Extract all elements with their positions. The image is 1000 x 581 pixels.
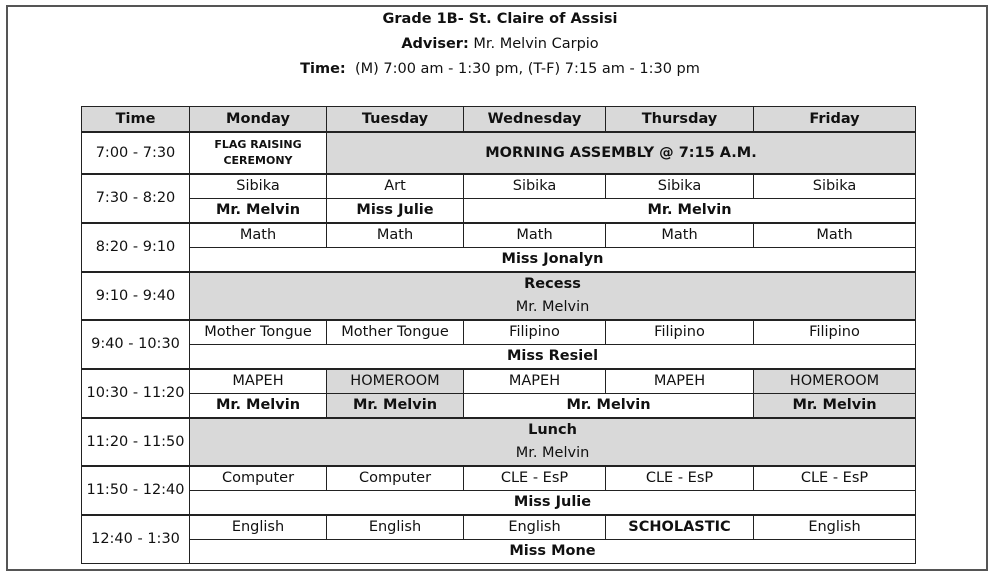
- col-header-tuesday: Tuesday: [327, 107, 464, 133]
- teacher-cell: Mr. Melvin: [464, 199, 916, 224]
- teacher-cell: Mr. Melvin: [190, 199, 327, 224]
- time-cell: 9:40 - 10:30: [82, 320, 190, 369]
- recess-cell: Recess: [190, 272, 916, 296]
- table-row: [82, 369, 916, 394]
- table-row: [82, 174, 916, 199]
- adviser-name: Mr. Melvin Carpio: [473, 36, 599, 52]
- teacher-cell: Miss Resiel: [190, 345, 916, 370]
- subject-cell: Sibika: [464, 174, 606, 199]
- col-header-friday: Friday: [754, 107, 916, 133]
- homeroom-cell: HOMEROOM: [754, 369, 916, 394]
- morning-assembly-cell: MORNING ASSEMBLY @ 7:15 A.M.: [327, 132, 916, 174]
- subject-cell: Mother Tongue: [190, 320, 327, 345]
- subject-cell: Math: [327, 223, 464, 248]
- subject-cell: Computer: [327, 466, 464, 491]
- col-header-thursday: Thursday: [606, 107, 754, 133]
- subject-cell: Filipino: [606, 320, 754, 345]
- table-row: [82, 442, 916, 466]
- teacher-cell: Miss Mone: [190, 540, 916, 564]
- subject-cell: MAPEH: [464, 369, 606, 394]
- subject-cell: Math: [754, 223, 916, 248]
- homeroom-cell: HOMEROOM: [327, 369, 464, 394]
- subject-cell: Computer: [190, 466, 327, 491]
- time-line: [0, 61, 1000, 77]
- adviser-label: Adviser:: [401, 36, 469, 52]
- subject-cell: Filipino: [464, 320, 606, 345]
- table-row: [82, 272, 916, 296]
- table-row: [82, 491, 916, 516]
- table-row: [82, 248, 916, 273]
- time-cell: 8:20 - 9:10: [82, 223, 190, 272]
- table-row: [82, 345, 916, 370]
- time-cell: 7:00 - 7:30: [82, 132, 190, 174]
- time-label: Time:: [300, 61, 346, 77]
- time-value: (M) 7:00 am - 1:30 pm, (T-F) 7:15 am - 1:30 pm: [354, 61, 700, 77]
- table-header-row: [82, 107, 916, 133]
- teacher-cell: Mr. Melvin: [190, 394, 327, 419]
- subject-cell: Sibika: [606, 174, 754, 199]
- table-row: [82, 418, 916, 442]
- table-row: [82, 320, 916, 345]
- subject-cell: Math: [606, 223, 754, 248]
- subject-cell: Mother Tongue: [327, 320, 464, 345]
- time-cell: 11:50 - 12:40: [82, 466, 190, 515]
- lunch-teacher-cell: Mr. Melvin: [190, 442, 916, 466]
- table-row: [82, 296, 916, 320]
- teacher-cell: Mr. Melvin: [464, 394, 754, 419]
- class-title: Grade 1B- St. Claire of Assisi: [382, 11, 618, 27]
- adviser-line: [0, 36, 1000, 52]
- time-cell: 7:30 - 8:20: [82, 174, 190, 223]
- col-header-monday: Monday: [190, 107, 327, 133]
- subject-cell: MAPEH: [606, 369, 754, 394]
- subject-cell: CLE - EsP: [606, 466, 754, 491]
- table-row: [82, 540, 916, 564]
- recess-teacher-cell: Mr. Melvin: [190, 296, 916, 320]
- subject-cell: CLE - EsP: [464, 466, 606, 491]
- table-row: [82, 394, 916, 419]
- subject-cell: Math: [464, 223, 606, 248]
- time-cell: 12:40 - 1:30: [82, 515, 190, 564]
- subject-cell: Art: [327, 174, 464, 199]
- col-header-wednesday: Wednesday: [464, 107, 606, 133]
- schedule-table: [81, 106, 916, 564]
- subject-cell: Sibika: [190, 174, 327, 199]
- time-cell: 10:30 - 11:20: [82, 369, 190, 418]
- time-cell: 9:10 - 9:40: [82, 272, 190, 320]
- flag-raising-cell: FLAG RAISING CEREMONY: [190, 132, 327, 174]
- teacher-cell: Mr. Melvin: [754, 394, 916, 419]
- teacher-cell: Miss Julie: [327, 199, 464, 224]
- time-cell: 11:20 - 11:50: [82, 418, 190, 466]
- teacher-cell: Miss Jonalyn: [190, 248, 916, 273]
- col-header-time: Time: [82, 107, 190, 133]
- subject-cell: CLE - EsP: [754, 466, 916, 491]
- subject-cell: SCHOLASTIC: [606, 515, 754, 540]
- teacher-cell: Miss Julie: [190, 491, 916, 516]
- table-row: [82, 223, 916, 248]
- table-row: [82, 515, 916, 540]
- lunch-cell: Lunch: [190, 418, 916, 442]
- table-row: [82, 132, 916, 174]
- table-row: [82, 199, 916, 224]
- table-row: [82, 466, 916, 491]
- subject-cell: MAPEH: [190, 369, 327, 394]
- subject-cell: Filipino: [754, 320, 916, 345]
- subject-cell: English: [464, 515, 606, 540]
- subject-cell: Math: [190, 223, 327, 248]
- teacher-cell: Mr. Melvin: [327, 394, 464, 419]
- subject-cell: English: [754, 515, 916, 540]
- subject-cell: English: [190, 515, 327, 540]
- subject-cell: English: [327, 515, 464, 540]
- subject-cell: Sibika: [754, 174, 916, 199]
